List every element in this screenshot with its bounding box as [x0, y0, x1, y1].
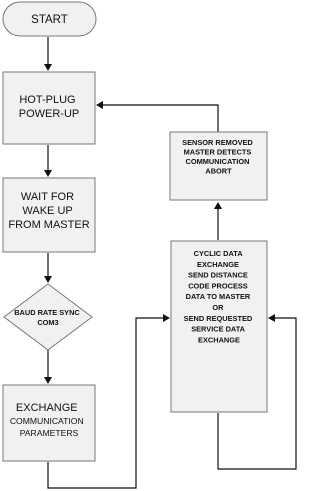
cyclic-label: CYCLIC DATA EXCHANGE SEND DISTANCE CODE PROCESS DATA TO MASTER OR SEND REQUESTED SERVICE DATA EXCHANGE	[183, 249, 253, 345]
arrowhead-icon	[44, 276, 52, 283]
edge-sensor-to-hotplug	[103, 105, 218, 132]
wait-node	[3, 178, 95, 252]
arrowhead-icon	[214, 202, 222, 209]
cyclic-node	[171, 241, 267, 412]
sensor-label: SENSOR REMOVED MASTER DETECTS COMMUNICATION ABORT	[182, 138, 253, 176]
arrowhead-icon	[44, 170, 52, 177]
baud-label: BAUD RATE SYNC COM3	[14, 308, 80, 327]
arrowhead-icon	[44, 64, 52, 71]
start-node	[3, 2, 96, 36]
hotplug-node	[3, 72, 95, 144]
arrowhead-icon	[268, 314, 275, 322]
baud-decision-diamond	[4, 284, 92, 350]
arrowhead-icon	[163, 314, 170, 322]
arrowhead-icon	[96, 101, 103, 109]
hotplug-label: HOT-PLUG POWER-UP	[18, 94, 80, 120]
wait-label: WAIT FOR WAKE UP FROM MASTER	[8, 191, 90, 231]
sensor-node	[170, 132, 267, 200]
start-label: START	[31, 14, 68, 26]
baud-node	[4, 284, 92, 350]
exchange-label: EXCHANGE COMMUNICATION PARAMETERS	[9, 402, 84, 438]
exchange-node	[3, 385, 95, 461]
arrowhead-icon	[44, 377, 52, 384]
